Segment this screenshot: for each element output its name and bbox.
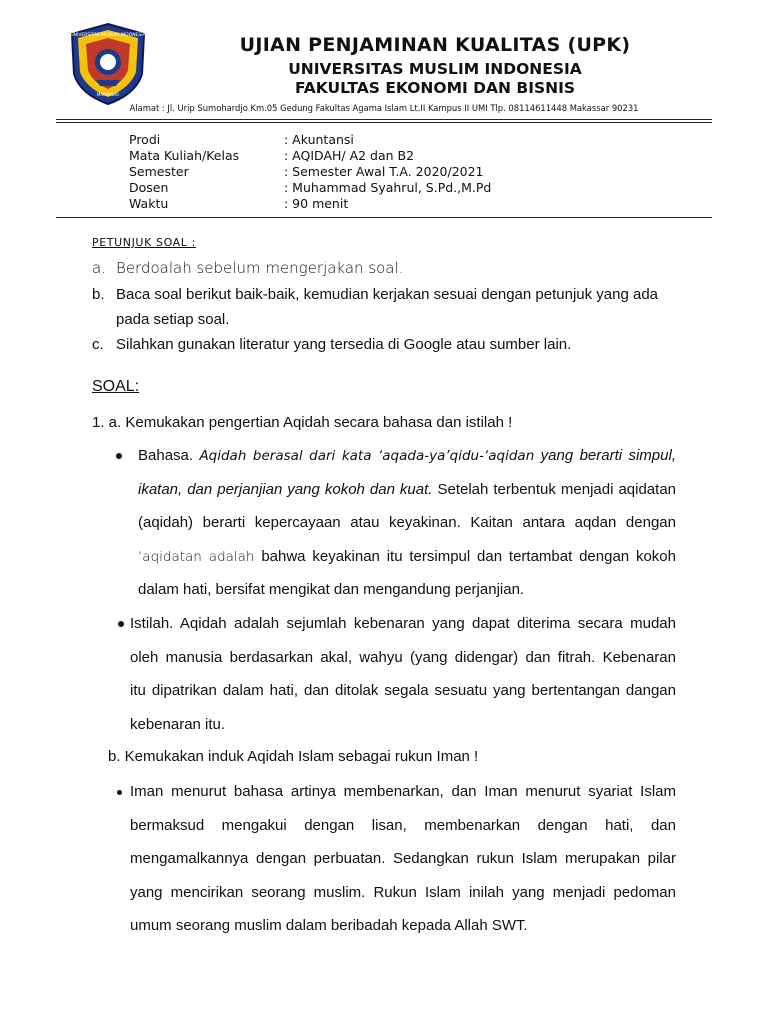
answer-line: bermaksud mengakui dengan lisan, membenarkan dengan hati, dan (130, 816, 676, 834)
answer-text: Bahasa. (138, 447, 200, 464)
answer-line (138, 445, 676, 479)
info-value: : Semester Awal T.A. 2020/2021 (284, 164, 484, 179)
info-key: Dosen (129, 180, 169, 195)
university-logo (66, 22, 150, 106)
bullet-icon (116, 453, 122, 459)
bullet-icon (118, 621, 124, 627)
info-value: : Akuntansi (284, 132, 354, 147)
instruction-letter: a. (92, 259, 106, 277)
logo-city-text: MAKASSAR (96, 92, 120, 97)
answer-line: (aqidah) berarti kepercayaan atau keyakinan. Kaitan antara aqdan dengan (138, 514, 676, 531)
university-name: UNIVERSITAS MUSLIM INDONESIA (288, 60, 582, 78)
info-row-course (129, 148, 491, 164)
info-key: Prodi (129, 132, 161, 147)
info-key: Mata Kuliah/Kelas (129, 148, 240, 163)
instruction-letter: b. (92, 286, 105, 303)
answer-line: oleh manusia berdasarkan akal, wahyu (yang didengar) dan fitrah. Kebenaran (130, 648, 676, 666)
instruction-text: Berdoalah sebelum mengerjakan soal. (116, 259, 404, 277)
answer-line (138, 546, 676, 580)
answer-text-italic: Aqidah berasal dari kata ‘aqada-ya’qidu-‘aqidan (199, 448, 535, 464)
info-value: : AQIDAH/ A2 dan B2 (284, 148, 415, 163)
bullet-icon (117, 790, 122, 795)
info-divider (56, 217, 712, 218)
answer-bahasa (138, 445, 676, 613)
answer-line: mengamalkannya dengan perbuatan. Sedangkan rukun Islam merupakan pilar (130, 850, 676, 867)
answer-text: bahwa keyakinan itu tersimpul dan tertambat dengan kokoh (254, 547, 676, 565)
header-divider-thin (56, 122, 712, 123)
answer-line: Istilah. Aqidah adalah sejumlah kebenaran yang dapat diterima secara mudah (130, 615, 676, 632)
answer-line: yang mencirikan seorang muslim. Rukun Islam inilah yang menjadi pedoman (130, 883, 676, 901)
info-row-time (129, 196, 491, 212)
address: Alamat : Jl. Urip Sumohardjo Km.05 Gedung Fakultas Agama Islam Lt.II Kampus II UMI Tlp. 08114611448 Makassar 90231 (129, 103, 639, 113)
logo-ring-text: UNIVERSITAS MUSLIM INDONESIA (70, 33, 146, 38)
answer-text-italic: ikatan, dan perjanjian yang kokoh dan kuat. (138, 480, 433, 498)
info-value: : 90 menit (284, 196, 349, 211)
questions-heading: SOAL: (92, 378, 140, 395)
answer-line: kebenaran itu. (130, 715, 226, 733)
info-key: Semester (129, 164, 189, 179)
question-1b: b. Kemukakan induk Aqidah Islam sebagai rukun Iman ! (108, 748, 479, 765)
answer-line: dalam hati, bersifat mengikat dan mengandung perjanjian. (138, 581, 525, 598)
info-row-semester (129, 164, 491, 180)
answer-line: umum seorang muslim dalam beribadah kepada Allah SWT. (130, 917, 528, 934)
answer-iman (130, 781, 676, 949)
answer-text-thin: ‘aqidatan adalah (138, 548, 255, 565)
answer-text: Setelah terbentuk menjadi aqidatan (432, 480, 677, 498)
info-value: : Muhammad Syahrul, S.Pd.,M.Pd (284, 180, 492, 195)
exam-title: UJIAN PENJAMINAN KUALITAS (UPK) (239, 34, 631, 56)
instruction-text: Silahkan gunakan literatur yang tersedia di Google atau sumber lain. (116, 336, 572, 353)
answer-line: itu dipatrikan dalam hati, dan ditolak segala sesuatu yang bertentangan dangan (130, 682, 676, 699)
instruction-text: Baca soal berikut baik-baik, kemudian kerjakan sesuai dengan petunjuk yang ada (116, 286, 659, 303)
instruction-b-continued: pada setiap soal. (116, 311, 230, 328)
exam-info-table (129, 132, 491, 212)
info-key: Waktu (129, 196, 169, 211)
answer-text-italic: yang berarti simpul, (534, 447, 676, 464)
info-row-prodi (129, 132, 491, 148)
faculty-name: FAKULTAS EKONOMI DAN BISNIS (294, 79, 576, 97)
instructions-heading: PETUNJUK SOAL : (92, 236, 196, 249)
header-divider (56, 119, 712, 120)
instruction-letter: c. (92, 336, 104, 353)
answer-istilah (130, 613, 676, 747)
answer-line (138, 479, 676, 513)
question-1a: 1. a. Kemukakan pengertian Aqidah secara bahasa dan istilah ! (92, 414, 513, 431)
info-row-lecturer (129, 180, 491, 196)
answer-line: Iman menurut bahasa artinya membenarkan, dan Iman menurut syariat Islam (130, 783, 676, 800)
